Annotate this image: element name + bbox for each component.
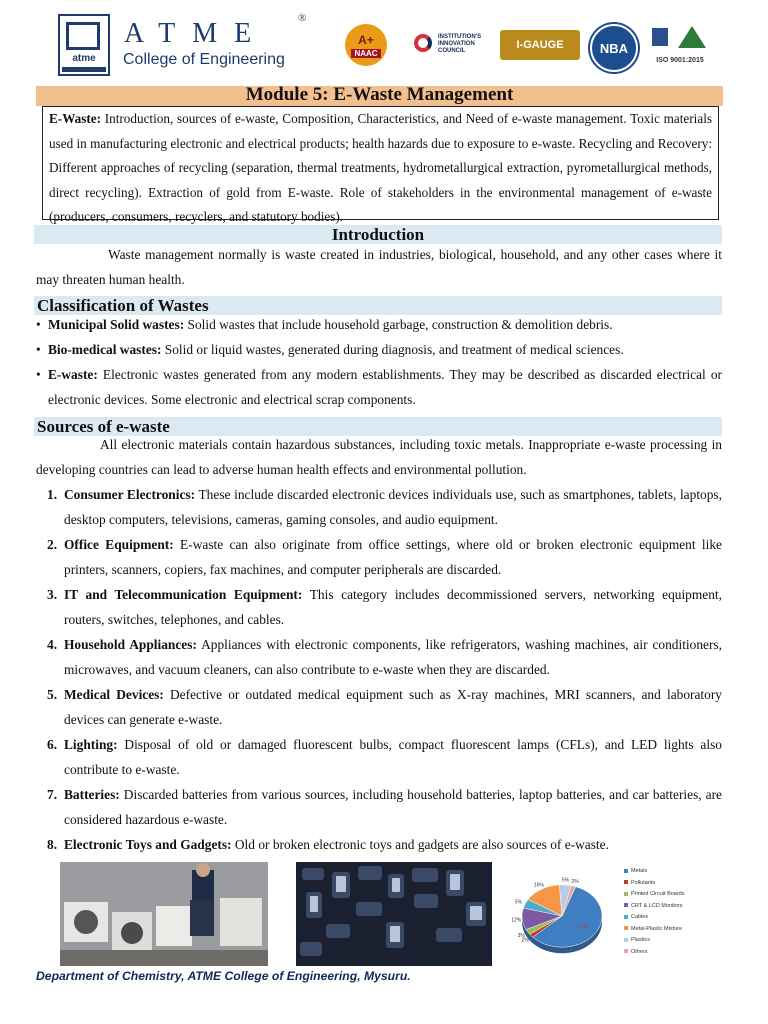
item-text: E-waste can also originate from office settings, where old or broken electronic equipment like printers, scanners, copiers, fax machines, and computer peripherals are discarded.	[64, 537, 723, 577]
discarded-phones-photo	[296, 862, 492, 966]
legend-label: Printed Circuit Boards	[631, 891, 685, 897]
legend-label: Cables	[631, 914, 649, 920]
syllabus-box	[42, 106, 719, 225]
item-number: 4.	[47, 637, 58, 652]
legend-entry	[624, 924, 685, 936]
item-term: IT and Telecommunication Equipment:	[64, 587, 303, 602]
item-number: 6.	[47, 737, 58, 752]
legend-label: CRT & LCD Monitors	[631, 902, 683, 909]
ewaste-dump-illustration	[60, 862, 268, 966]
naac-grade: A+	[358, 32, 374, 47]
naac-label: NAAC	[351, 49, 380, 58]
list-item	[36, 832, 722, 857]
item-number: 7.	[47, 787, 58, 802]
logo-tagline-bar	[62, 67, 106, 72]
legend-entry	[624, 912, 685, 924]
item-term: Consumer Electronics:	[64, 487, 196, 502]
legend-swatch	[624, 903, 628, 907]
pie-percent-label: 12%	[511, 917, 522, 924]
item-number: 3.	[47, 587, 58, 602]
legend-label: Plastics	[631, 937, 650, 943]
introduction-heading: Introduction	[34, 225, 722, 244]
list-item	[36, 362, 722, 412]
legend-entry	[624, 866, 685, 878]
pie-percent-label: 3%	[517, 932, 525, 939]
legend-label: Others	[631, 948, 648, 955]
list-item	[36, 532, 722, 582]
item-text: Appliances with electronic components, like refrigerators, washing machines, air conditioners, microwaves, and vacuum cleaners, can also contribute to e-waste when they are discarded.	[64, 637, 722, 677]
pie-percent-label: 2%	[571, 878, 579, 885]
pie-percent-label: 2%	[521, 937, 529, 944]
list-item	[36, 582, 722, 632]
iic-label: INSTITUTION'S INNOVATION COUNCIL	[438, 33, 482, 54]
list-item	[36, 682, 722, 732]
legend-entry	[624, 878, 685, 890]
logo-emblem	[66, 22, 100, 50]
nba-badge: NBA	[590, 24, 638, 72]
ukas-crown-icon	[652, 28, 668, 46]
item-term: Lighting:	[64, 737, 118, 752]
legend-swatch	[624, 880, 628, 884]
logo-text: atme	[72, 53, 96, 64]
legend-entry	[624, 935, 685, 947]
legend-swatch	[624, 892, 628, 896]
item-text: Electronic wastes generated from any modern establishments. They may be described as discarded electrical or electronic devices. Some electronic and electrical scrap components.	[48, 367, 722, 407]
pie-percent-label: 16%	[533, 882, 544, 889]
item-number: 5.	[47, 687, 58, 702]
list-item	[36, 632, 722, 682]
naac-badge	[345, 24, 387, 66]
iic-badge	[412, 30, 490, 58]
legend-label: Pollutants	[631, 879, 656, 886]
module-title: Module 5: E-Waste Management	[245, 84, 514, 105]
legend-label: Metal-Plastic Mixture	[631, 925, 683, 932]
list-item	[36, 482, 722, 532]
item-number: 2.	[47, 537, 58, 552]
item-text: Solid wastes that include household garbage, construction & demolition debris.	[184, 317, 613, 332]
item-term: Household Appliances:	[64, 637, 197, 652]
brand-name: ATME	[124, 18, 269, 49]
introduction-text: Waste management normally is waste created in industries, biological, household, and any other cases where it may threaten human health.	[36, 247, 722, 287]
classification-list	[36, 312, 722, 412]
item-text: This category includes decommissioned servers, networking equipment, routers, switches, telephones, and cables.	[64, 587, 722, 627]
pie-percent-label: 5%	[514, 899, 523, 906]
college-logo	[58, 14, 110, 76]
ewaste-dump-photo	[60, 862, 268, 966]
legend-entry	[624, 947, 685, 959]
item-term: Medical Devices:	[64, 687, 164, 702]
college-name: College of Engineering	[123, 51, 285, 68]
legend-entry	[624, 901, 685, 913]
legend-label: Metals	[631, 868, 648, 874]
sources-intro: All electronic materials contain hazardous substances, including toxic metals. Inappropriate e-waste processing in developing countries can lead to adverse human health effects and environmental pollution.	[36, 437, 722, 477]
item-text: Old or broken electronic toys and gadgets are also sources of e-waste.	[231, 837, 609, 852]
item-term: Batteries:	[64, 787, 120, 802]
sources-heading: Sources of e-waste	[34, 417, 722, 436]
item-term: Office Equipment:	[64, 537, 174, 552]
igauge-badge: I-GAUGE	[500, 30, 580, 60]
legend-swatch	[624, 915, 628, 919]
phones-illustration	[296, 862, 492, 966]
item-text: Discarded batteries from various sources, including household batteries, laptop batteries, and car batteries, are considered hazardous e-waste.	[64, 787, 722, 827]
item-term: Electronic Toys and Gadgets:	[64, 837, 232, 852]
list-item	[36, 782, 722, 832]
syllabus-lead: E-Waste:	[49, 111, 102, 126]
item-number: 8.	[47, 837, 58, 852]
item-term: Municipal Solid wastes:	[48, 317, 185, 332]
item-term: Bio-medical wastes:	[48, 342, 162, 357]
pie-percent-label: 61%	[577, 924, 588, 931]
legend-swatch	[624, 869, 628, 873]
pie-percent-label: 5%	[561, 877, 570, 884]
registered-mark: ®	[298, 12, 307, 24]
classification-heading: Classification of Wastes	[34, 296, 722, 315]
sources-list	[36, 482, 722, 857]
footer-department: Department of Chemistry, ATME College of Engineering, Mysuru.	[36, 969, 411, 983]
iso-label: ISO 9001:2015	[656, 57, 704, 64]
chart-legend	[624, 866, 685, 958]
list-item	[36, 312, 722, 337]
item-text: Solid or liquid wastes, generated during diagnosis, and treatment of medical sciences.	[161, 342, 624, 357]
item-text: These include discarded electronic devices individuals use, such as smartphones, tablets, laptops, desktop computers, televisions, cameras, gaming consoles, and audio equipment.	[64, 487, 722, 527]
list-item	[36, 732, 722, 782]
legend-swatch	[624, 949, 628, 953]
iso-triangle-icon	[678, 26, 706, 48]
list-item	[36, 337, 722, 362]
iic-swirl-icon	[414, 34, 432, 52]
legend-swatch	[624, 938, 628, 942]
item-number: 1.	[47, 487, 58, 502]
item-text: Defective or outdated medical equipment such as X-ray machines, MRI scanners, and laboratory devices can generate e-waste.	[64, 687, 722, 727]
item-term: E-waste:	[48, 367, 98, 382]
ewaste-composition-chart	[506, 862, 694, 966]
syllabus-text: Introduction, sources of e-waste, Composition, Characteristics, and Need of e-waste management. Toxic materials used in manufacturing electronic and electrical products; health hazards due to exposure to e-waste. Recycling and Recovery: Different approaches of recycling (separation, thermal treatments, hydrometallurgical extraction, pyrometallurgical methods, direct recycling). Extraction of gold from E-waste. Role of stakeholders in the environmental management of e-waste (producers, consumers, recyclers, and statutory bodies).	[49, 111, 712, 225]
legend-swatch	[624, 926, 628, 930]
iso-badge	[648, 26, 712, 64]
legend-entry	[624, 889, 685, 901]
item-text: Disposal of old or damaged fluorescent bulbs, compact fluorescent lamps (CFLs), and LED lights also contribute to e-waste.	[64, 737, 722, 777]
composition-pie	[506, 862, 624, 966]
